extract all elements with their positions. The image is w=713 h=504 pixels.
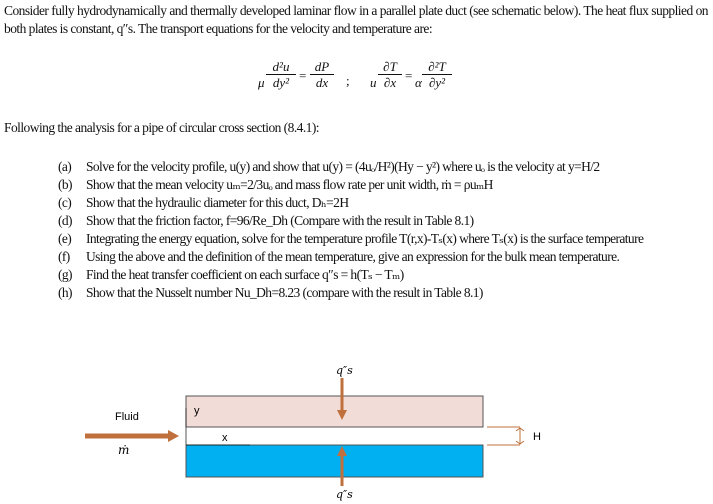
task-text: Show that the friction factor, f=96/Re_Dh (Compare with the result in Table 8.1) xyxy=(86,213,474,228)
eq-semicolon: ; xyxy=(346,73,350,88)
eq-alpha: α xyxy=(415,75,422,90)
problem-intro: Consider fully hydrodynamically and thermally developed laminar flow in a parallel plate duct (see schematic below). The heat flux supplied on both plates is constant, q″s. The transport equations for the velocity and temperature are: xyxy=(4,3,708,36)
task-label: (a) xyxy=(58,159,72,174)
y-axis-label: y xyxy=(194,405,200,417)
eq-dy2: dy² xyxy=(272,75,290,90)
task-text: Show that the mean velocity uₘ=2/3uₒ and mass flow rate per unit width, ṁ = ρuₘH xyxy=(86,177,493,192)
eq-py2: ∂y² xyxy=(428,75,446,90)
eq-mu: μ xyxy=(258,75,265,90)
task-label: (c) xyxy=(58,195,72,210)
duct-schematic xyxy=(0,350,713,504)
task-label: (f) xyxy=(58,249,70,264)
task-text: Find the heat transfer coefficient on each surface q″s = h(Tₛ − Tₘ) xyxy=(86,267,404,282)
eq-equals-1: = xyxy=(299,68,307,83)
mass-flow-label: ṁ xyxy=(118,443,130,457)
task-text: Solve for the velocity profile, u(y) and show that u(y) = (4uₒ/H²)(Hy − y²) where uₒ is the velocity at y=H/2 xyxy=(86,159,600,174)
task-label: (e) xyxy=(58,231,72,246)
bottom-plate xyxy=(186,445,483,477)
fluid-label: Fluid xyxy=(115,411,139,423)
eq-equals-2: = xyxy=(405,68,413,83)
task-item-f xyxy=(58,248,708,266)
top-plate xyxy=(186,396,483,427)
task-item-h xyxy=(58,284,708,302)
heat-flux-top-label: q″s xyxy=(336,364,353,377)
eq-dT-dx xyxy=(378,60,402,89)
task-item-a xyxy=(58,158,708,176)
task-list xyxy=(58,158,708,302)
eq-dp-dx xyxy=(310,60,334,89)
eq-d2T: ∂²T xyxy=(422,60,452,75)
task-item-c xyxy=(58,194,708,212)
task-text: Integrating the energy equation, solve for the temperature profile T(r,x)-Tₛ(x) where Tₛ(x) is the surface temperature xyxy=(86,231,644,246)
task-item-b xyxy=(58,176,708,194)
eq-d2T-dy2 xyxy=(422,60,452,89)
eq-dp: dP xyxy=(310,60,334,75)
task-item-g xyxy=(58,266,708,284)
eq-dT: ∂T xyxy=(378,60,402,75)
eq-dx: dx xyxy=(315,75,329,90)
task-text: Show that the Nusselt number Nu_Dh=8.23 (compare with the result in Table 8.1) xyxy=(86,285,483,300)
task-text: Show that the hydraulic diameter for this duct, Dₕ=2H xyxy=(86,195,349,210)
task-label: (d) xyxy=(58,213,72,228)
task-label: (h) xyxy=(58,285,72,300)
task-label: (b) xyxy=(58,177,72,192)
x-axis-label: x xyxy=(222,432,228,444)
task-item-d xyxy=(58,212,708,230)
eq-d2u: d²u xyxy=(266,60,296,75)
task-item-e xyxy=(58,230,708,248)
heat-flux-bottom-label: q″s xyxy=(336,488,353,501)
eq-d2u-dy2 xyxy=(266,60,296,89)
flow-arrowhead xyxy=(168,430,179,442)
transport-equations xyxy=(258,55,478,101)
eq-u: u xyxy=(370,75,377,90)
eq-px: ∂x xyxy=(383,75,397,90)
following-heading: Following the analysis for a pipe of circular cross section (8.4.1): xyxy=(4,120,320,135)
height-label: H xyxy=(533,431,541,443)
task-label: (g) xyxy=(58,267,72,282)
task-text: Using the above and the definition of the mean temperature, give an expression for the bulk mean temperature. xyxy=(86,249,620,264)
